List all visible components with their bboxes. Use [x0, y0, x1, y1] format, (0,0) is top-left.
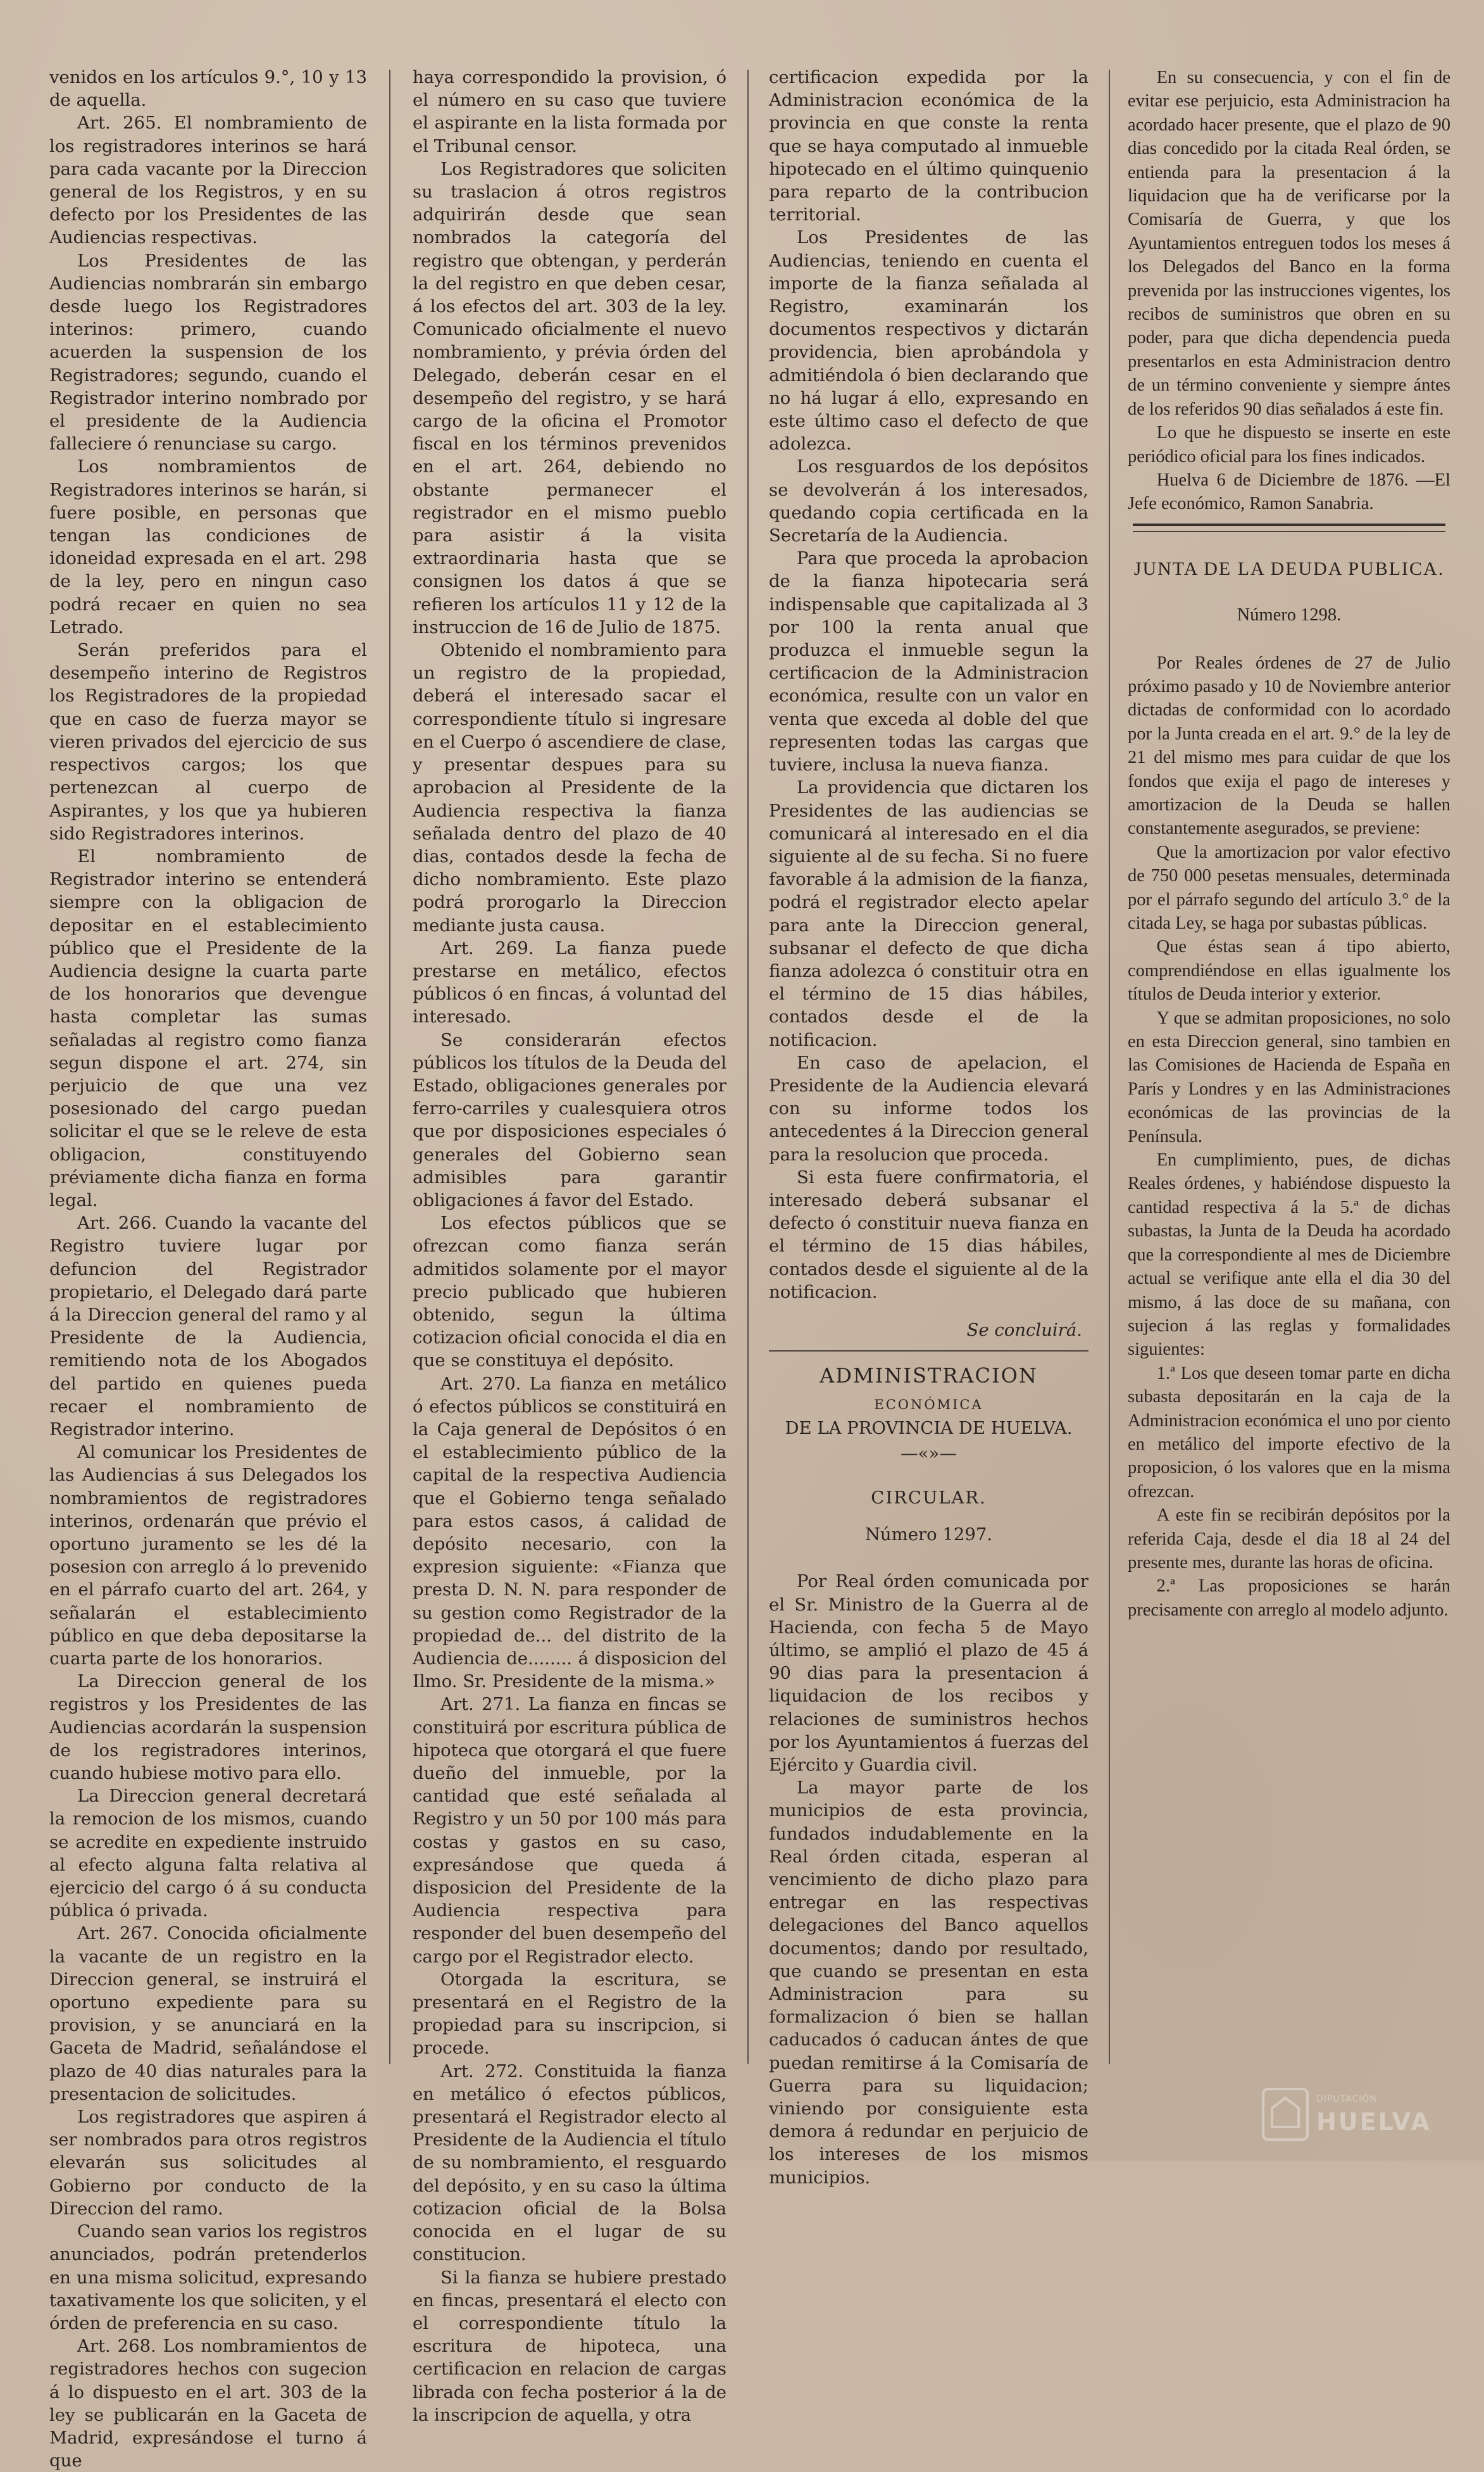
- paragraph: Los Presidentes de las Audiencias, teniendo en cuenta el importe de la fianza señalada al Registro, examinarán los documentos respectivos y dictarán providencia, bien aprobándola y admitiéndola ó bien declarando que no há lugar á ello, expresando en este último caso el defecto de que adolezca.: [769, 227, 1088, 455]
- paragraph: haya correspondido la provision, ó el número en su caso que tuviere el aspirante en la lista formada por el Tribunal censor.: [413, 67, 726, 156]
- section-rule: [1133, 524, 1445, 532]
- paragraph: En cumplimiento, pues, de dichas Reales órdenes, y habiéndose dispuesto la cantidad respectiva á la 5.ª de dichas subastas, la Junta de la Deuda ha acordado que la correspondiente al mes de Diciembre actual se verifique ante ella el dia 30 del mismo, á las doce de su mañana, con sujecion á las reglas y formalidades siguientes:: [1128, 1150, 1450, 1360]
- paragraph: Los efectos públicos que se ofrezcan como fianza serán admitidos solamente por el mayor precio publicado que hubieren obtenido, segun la última cotizacion oficial conocida el dia en que se constituya el depósito.: [413, 1213, 726, 1371]
- ornament: —«»—: [901, 1443, 957, 1464]
- section-rule: [769, 1350, 1088, 1352]
- section-heading: JUNTA DE LA DEUDA PUBLICA.: [1133, 558, 1445, 579]
- paragraph: En su consecuencia, y con el fin de evitar ese perjuicio, esta Administracion ha acordado hacer presente, que el plazo de 90 dias concedido por la citada Real órden, se entienda para la presentacion á la liquidacion que ha de verificarse por la Comisaría de Guerra, y que los Ayuntamientos entreguen todos los meses á los Delegados del Banco en la forma prevenida por las instrucciones vigentes, los recibos de suministros que obren en su poder, para que dicha dependencia pueda presentarlos en esta Administracion dentro de un término conveniente y siempre ántes de los referidos 90 dias señalados á este fin.: [1128, 68, 1450, 419]
- column-rule-1: [389, 70, 390, 2064]
- paragraph: Lo que he dispuesto se inserte en este periódico oficial para los fines indicados.: [1128, 423, 1450, 467]
- paragraph: venidos en los artículos 9.°, 10 y 13 de aquella.: [49, 67, 367, 111]
- paragraph: Otorgada la escritura, se presentará en el Registro de la propiedad para su inscripcion, si procede.: [413, 1969, 726, 2059]
- paragraph: La Direccion general decretará la remocion de los mismos, cuando se acredite en expediente instruido al efecto alguna falta relativa al ejercicio del cargo ó á su conducta pública ó privada.: [49, 1786, 367, 1921]
- paragraph: La mayor parte de los municipios de esta provincia, fundados indudablemente en la Real órden citada, esperan al vencimiento de dicho plazo para entregar en las respectivas delegaciones del Banco aquellos documentos; dando por resultado, que cuando se presentan en esta Administracion para su formalizacion ó bien se hallan caducados ó caducan ántes de que puedan remitirse á la Comisaría de Guerra para su liquidacion; viniendo por consiguiente esta demora á redundar en perjuicio de los intereses de los mismos municipios.: [769, 1778, 1088, 2188]
- paragraph: Art. 270. La fianza en metálico ó efectos públicos se constituirá en la Caja general de Depósitos ó en el establecimiento público de la capital de la respectiva Audiencia que el Gobierno tenga señalado para estos casos, á calidad de depósito necesario, con la expresion siguiente: «Fianza que presta D. N. N. para responder de su gestion como Registrador de la propiedad de... del distrito de la Audiencia de........ á disposicion del Ilmo. Sr. Presidente de la misma.»: [413, 1373, 726, 1692]
- paragraph: A este fin se recibirán depósitos por la referida Caja, desde el dia 18 al 24 del presente mes, durante las horas de oficina.: [1128, 1505, 1450, 1572]
- circular-label: CIRCULAR.: [871, 1487, 987, 1508]
- section-subheading: ECONÓMICA: [874, 1397, 983, 1413]
- archive-watermark-logo: [1259, 2083, 1437, 2146]
- column-4: [1128, 66, 1450, 2066]
- section-heading: ADMINISTRACION: [820, 1364, 1038, 1388]
- paragraph: Si la fianza se hubiere prestado en fincas, presentará el electo con el correspondiente título la escritura de hipoteca, una certificacion en relacion de cargas librada con fecha posterior á la de la inscripcion de aquella, y otra: [413, 2267, 726, 2425]
- paragraph: Art. 265. El nombramiento de los registradores interinos se hará para cada vacante por la Direccion general de los Registros, y en su defecto por los Presidentes de las Audiencias respectivas.: [49, 113, 367, 248]
- paragraph: Los registradores que aspiren á ser nombrados para otros registros elevarán sus solicitudes al Gobierno por conducto de la Direccion del ramo.: [49, 2107, 367, 2219]
- paragraph: Por Real órden comunicada por el Sr. Ministro de la Guerra al de Hacienda, con fecha 5 de Mayo último, se amplió el plazo de 45 á 90 dias para la presentacion á liquidacion de los recibos y relaciones de suministros hechos por los Ayuntamientos á fuerzas del Ejército y Guardia civil.: [769, 1571, 1088, 1776]
- paragraph: Y que se admitan proposiciones, no solo en esta Direccion general, sino tambien en las Comisiones de Hacienda de España en París y Londres y en las Administraciones económicas de las provincias de la Península.: [1128, 1008, 1450, 1146]
- column-rule-2: [747, 70, 749, 2064]
- paragraph: 2.ª Las proposiciones se harán precisamente con arreglo al modelo adjunto.: [1128, 1576, 1450, 1620]
- paragraph: Los Presidentes de las Audiencias nombrarán sin embargo desde luego los Registradores interinos: primero, cuando acuerden la suspension de los Registradores; segundo, cuando el Registrador interino nombrado por el presidente de la Audiencia falleciere ó renunciase su cargo.: [49, 250, 367, 455]
- paragraph: Que éstas sean á tipo abierto, comprendiéndose en ellas igualmente los títulos de Deuda interior y exterior.: [1128, 937, 1450, 1005]
- paragraph: Art. 271. La fianza en fincas se constituirá por escritura pública de hipoteca que otorgará el que fuere dueño del inmueble, por la cantidad que esté señalada al Registro y un 50 por 100 más para costas y gastos en su caso, expresándose que queda á disposicion del Presidente de la Audiencia respectiva para responder del buen desempeño del cargo por el Registrador electo.: [413, 1694, 726, 1967]
- paragraph: En caso de apelacion, el Presidente de la Audiencia elevará con su informe todos los antecedentes á la Direccion general para la resolucion que proceda.: [769, 1052, 1088, 1165]
- paragraph: Se considerarán efectos públicos los títulos de la Deuda del Estado, obligaciones generales por ferro-carriles y cualesquiera otros que por disposiciones especiales ó generales del Gobierno sean admisibles para garantir obligaciones á favor del Estado.: [413, 1029, 726, 1210]
- paragraph: Art. 272. Constituida la fianza en metálico ó efectos públicos, presentará el Registrador electo al Presidente de la Audiencia el título de su nombramiento, el resguardo del depósito, y en su caso la última cotizacion oficial de la Bolsa conocida en el lugar de su constitucion.: [413, 2061, 726, 2265]
- paragraph: La Direccion general de los registros y los Presidentes de las Audiencias acordarán la suspension de los registradores interinos, cuando hubiese motivo para ello.: [49, 1671, 367, 1784]
- item-number: Número 1298.: [1237, 605, 1342, 625]
- column-rule-3: [1109, 70, 1110, 2064]
- logo-bottom-text: HUELVA: [1316, 2108, 1431, 2136]
- paragraph: Por Reales órdenes de 27 de Julio próximo pasado y 10 de Noviembre anterior dictadas de conformidad con lo acordado por la Junta creada en el art. 9.° de la ley de 21 del mismo mes para cuidar de que los fondos que exija el pago de intereses y amortizacion de la Deuda se hallen constantemente asegurados, se previene:: [1128, 653, 1450, 839]
- paragraph: Art. 266. Cuando la vacante del Registro tuviere lugar por defuncion del Registrador propietario, el Delegado dará parte á la Direccion general del ramo y al Presidente de la Audiencia, remitiendo nota de los Abogados del partido en quienes pueda recaer el nombramiento de Registrador interino.: [49, 1213, 367, 1440]
- paragraph: Cuando sean varios los registros anunciados, podrán pretenderlos en una misma solicitud, expresando taxativamente los que soliciten, y el órden de preferencia en su caso.: [49, 2221, 367, 2333]
- paragraph: Si esta fuere confirmatoria, el interesado deberá subsanar el defecto ó constituir nueva fianza en el término de 15 dias hábiles, contados desde el siguiente al de la notificacion.: [769, 1167, 1088, 1302]
- paragraph: Los nombramientos de Registradores interinos se harán, si fuere posible, en personas que tengan las condiciones de idoneidad expresada en el art. 298 de la ley, pero en ningun caso podrá recaer en quien no sea Letrado.: [49, 456, 367, 637]
- paragraph: Art. 267. Conocida oficialmente la vacante de un registro en la Direccion general, se instruirá el oportuno expediente para su provision, y se anunciará en la Gaceta de Madrid, señalándose el plazo de 40 dias naturales para la presentacion de solicitudes.: [49, 1923, 367, 2104]
- item-number: Número 1297.: [864, 1524, 993, 1545]
- paragraph: certificacion expedida por la Administracion económica de la provincia en que conste la renta que se haya computado al inmueble hipotecado en el último quinquenio para reparto de la contribucion territorial.: [769, 67, 1088, 225]
- paragraph: Obtenido el nombramiento para un registro de la propiedad, deberá el interesado sacar el correspondiente título si ingresare en el Cuerpo ó ascendiere de clase, y presentar despues para su aprobacion al Presidente de la Audiencia respectiva la fianza señalada dentro del plazo de 40 dias, contados desde la fecha de dicho nombramiento. Este plazo podrá prorogarlo la Direccion mediante justa causa.: [413, 640, 726, 936]
- paragraph: Huelva 6 de Diciembre de 1876. —El Jefe económico, Ramon Sanabria.: [1128, 470, 1450, 514]
- column-2: [413, 66, 726, 2425]
- paragraph: 1.ª Los que deseen tomar parte en dicha subasta depositarán en la caja de la Administracion económica el uno por ciento en metálico del importe efectivo de la proposicion, ó los valores que en la misma ofrezcan.: [1128, 1363, 1450, 1502]
- continuation-note: Se concluirá.: [966, 1319, 1082, 1340]
- paragraph: Los Registradores que soliciten su traslacion á otros registros adquirirán desde que sean nombrados la categoría del registro que obtengan, y perderán la del registro en que deben cesar, á los efectos del art. 303 de la ley. Comunicado oficialmente el nuevo nombramiento, y prévia órden del Delegado, deberán cesar en el desempeño del registro, y se hará cargo de la oficina el Promotor fiscal en los términos prevenidos en el art. 264, debiendo no obstante permanecer el registrador en el mismo pueblo para asistir á la visita extraordinaria hasta que se consignen los datos á que se refieren los artículos 11 y 12 de la instruccion de 16 de Julio de 1875.: [413, 158, 726, 637]
- section-subheading: DE LA PROVINCIA DE HUELVA.: [785, 1417, 1073, 1438]
- paragraph: Serán preferidos para el desempeño interino de Registros los Registradores de la propiedad que en caso de fuerza mayor se vieren privados del ejercicio de sus respectivos cargos; los que pertenezcan al cuerpo de Aspirantes, y los que ya hubieren sido Registradores interinos.: [49, 640, 367, 844]
- paragraph: Los resguardos de los depósitos se devolverán á los interesados, quedando copia certificada en la Secretaría de la Audiencia.: [769, 456, 1088, 546]
- paragraph: Art. 268. Los nombramientos de registradores hechos con sugecion á lo dispuesto en el art. 303 de la ley se publicarán en la Gaceta de Madrid, expresándose el turno á que: [49, 2336, 367, 2471]
- column-1: [49, 66, 367, 2471]
- paragraph: Para que proceda la aprobacion de la fianza hipotecaria será indispensable que capitalizada al 3 por 100 la renta anual que produzca el inmueble segun la certificacion de la Administracion económica, resulte con un valor en venta que exceda al doble del que representen todas las cargas que tuviere, inclusa la nueva fianza.: [769, 548, 1088, 775]
- paragraph: La providencia que dictaren los Presidentes de las audiencias se comunicará al interesado en el dia siguiente al de su fecha. Si no fuere favorable á la admision de la fianza, podrá el registrador electo apelar para ante la Direccion general, subsanar el defecto de que dicha fianza adolezca ó constituir otra en el término de 15 dias hábiles, contados desde el de la notificacion.: [769, 777, 1088, 1050]
- paragraph: Que la amortizacion por valor efectivo de 750 000 pesetas mensuales, determinada por el párrafo segundo del artículo 3.° de la citada Ley, se haga por subastas públicas.: [1128, 842, 1450, 933]
- paragraph: Art. 269. La fianza puede prestarse en metálico, efectos públicos ó en fincas, á voluntad del interesado.: [413, 938, 726, 1027]
- column-3: [769, 66, 1088, 2188]
- paragraph: El nombramiento de Registrador interino se entenderá siempre con la obligacion de depositar en el establecimiento público que el Presidente de la Audiencia designe la cuarta parte de los honorarios que devengue hasta completar las sumas señaladas al registro como fianza segun dispone el art. 274, sin perjuicio de que una vez posesionado del cargo puedan solicitar el que se le releve de esta obligacion, constituyendo préviamente dicha fianza en forma legal.: [49, 846, 367, 1210]
- paragraph: Al comunicar los Presidentes de las Audiencias á sus Delegados los nombramientos de registradores interinos, ordenarán que prévio el oportuno juramento se les dé la posesion con arreglo á lo prevenido en el párrafo cuarto del art. 264, y señalarán el establecimiento público en que deba depositarse la cuarta parte de los honorarios.: [49, 1442, 367, 1669]
- logo-top-text: DIPUTACIÓN: [1316, 2094, 1377, 2104]
